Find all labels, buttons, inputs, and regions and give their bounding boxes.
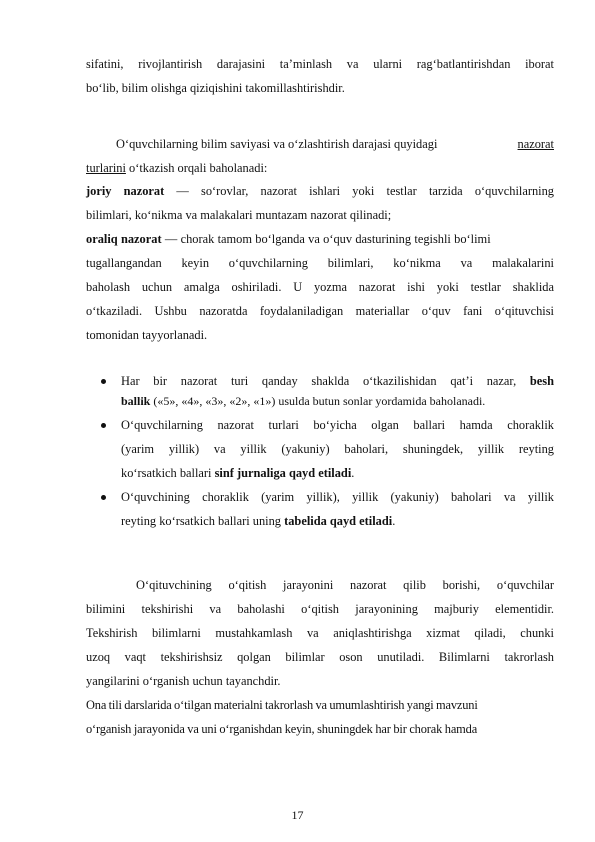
nazorat-link[interactable]: nazorat <box>517 137 554 151</box>
joriy-nazorat-term: joriy nazorat <box>86 184 165 198</box>
paragraph-2-line-2 <box>86 160 554 176</box>
paragraph-6-line-2: o‘rganish jarayonida va uni o‘rganishdan keyin, shuningdek har bir chorak hamda <box>86 722 478 736</box>
bullet-3-bold: tabelida qayd etiladi <box>284 514 393 528</box>
joriy-nazorat-text: — so‘rovlar, nazorat ishlari yoki testlar tarzida o‘quvchilarning <box>164 184 554 198</box>
paragraph-5-line-4: uzoq vaqt tekshirishsiz qolgan bilimlar oson unutiladi. Bilimlarni takrorlash <box>86 650 554 664</box>
bullet-dot-1 <box>101 379 106 384</box>
paragraph-5-line-1: O‘qituvchining o‘qitish jarayonini nazorat qilib borishi, o‘quvchilar <box>136 578 554 592</box>
bullet-2-end: . <box>351 466 355 480</box>
bullet-1-line-1 <box>121 373 554 389</box>
paragraph-6-line-1: Ona tili darslarida o‘tilgan materialni takrorlash va umumlashtirish yangi mavzuni <box>86 698 478 712</box>
paragraph-5-line-3: Tekshirish bilimlarni mustahkamlash va aniqlashtirishga xizmat qiladi, chunki <box>86 626 554 640</box>
bullet-1-line-2 <box>121 393 554 409</box>
turlarini-link[interactable]: turlarini <box>86 161 126 175</box>
bullet-dot-2 <box>101 423 106 428</box>
paragraph-1-line-1: sifatini, rivojlantirish darajasini ta’minlash va ularni rag‘batlantirishdan iborat <box>86 57 554 71</box>
bullet-1-bold-2: ballik <box>121 394 151 408</box>
oraliq-nazorat-text: — chorak tamom bo‘lganda va o‘quv dasturining tegishli bo‘limi <box>161 232 491 246</box>
oraliq-nazorat-line-5: tomonidan tayyorlanadi. <box>86 328 208 342</box>
paragraph-2-text: O‘quvchilarning bilim saviyasi va o‘zlashtirish darajasi quyidagi <box>116 137 438 151</box>
bullet-2-bold: sinf jurnaliga qayd etiladi <box>214 466 352 480</box>
paragraph-2-line-1 <box>116 136 554 152</box>
bullet-2-line-1: O‘quvchilarning nazorat turlari bo‘yicha olgan ballari hamda choraklik <box>121 418 554 432</box>
page-number: 17 <box>291 808 304 822</box>
bullet-2-line-3 <box>121 465 554 481</box>
joriy-nazorat-line-1 <box>86 183 554 199</box>
joriy-nazorat-line-2: bilimlari, ko‘nikma va malakalari muntazam nazorat qilinadi; <box>86 208 392 222</box>
paragraph-1-line-2: bo‘lib, bilim olishga qiziqishini takomillashtirishdir. <box>86 81 345 95</box>
bullet-1-text: Har bir nazorat turi qanday shaklda o‘tkazilishidan qat’i nazar, <box>121 374 530 388</box>
bullet-3-text-2: reyting ko‘rsatkich ballari uning <box>121 514 285 528</box>
oraliq-nazorat-line-2: tugallangandan keyin o‘quvchilarning bilimlari, ko‘nikma va malakalarini <box>86 256 554 270</box>
oraliq-nazorat-line-3: baholash uchun amalga oshiriladi. U yozma nazorat ishi yoki testlar shaklida <box>86 280 554 294</box>
oraliq-nazorat-term: oraliq nazorat <box>86 232 162 246</box>
paragraph-5-line-5: yangilarini o‘rganish uchun tayanchdir. <box>86 674 281 688</box>
bullet-3-line-1: O‘quvchining choraklik (yarim yillik), yillik (yakuniy) baholari va yillik <box>121 490 554 504</box>
bullet-1-bold: besh <box>529 374 554 388</box>
oraliq-nazorat-line-1 <box>86 231 554 247</box>
bullet-1-text-2: («5», «4», «3», «2», «1») usulda butun sonlar yordamida baholanadi. <box>150 394 486 408</box>
bullet-dot-3 <box>101 495 106 500</box>
paragraph-2-text-end: o‘tkazish orqali baholanadi: <box>125 161 268 175</box>
bullet-2-line-2: (yarim yillik) va yillik (yakuniy) baholari, shuningdek, yillik reyting <box>121 442 554 456</box>
bullet-2-text-3: ko‘rsatkich ballari <box>121 466 215 480</box>
bullet-3-end: . <box>392 514 396 528</box>
oraliq-nazorat-line-4: o‘tkaziladi. Ushbu nazoratda foydalaniladigan materiallar o‘quv fani o‘qituvchisi <box>86 304 554 318</box>
bullet-3-line-2 <box>121 513 554 529</box>
paragraph-5-line-2: bilimini tekshirishi va baholashi o‘qitish jarayonining majburiy elementidir. <box>86 602 554 616</box>
